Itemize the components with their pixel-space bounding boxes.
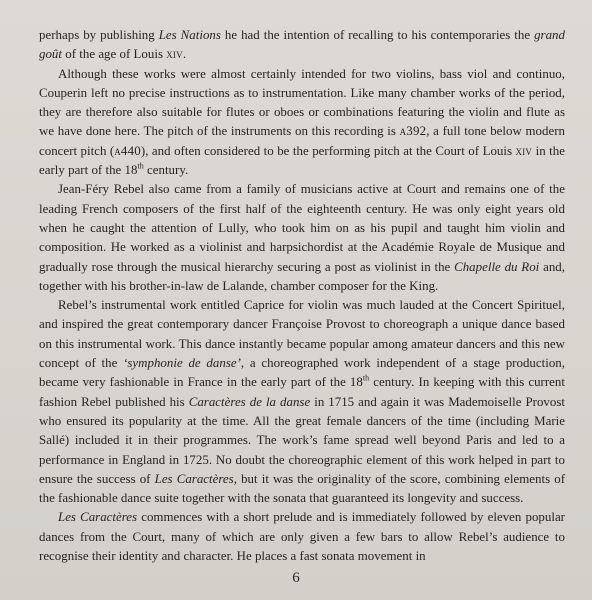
text-run: Rebel’s instrumental work entitled Caprice for violin was much lauded at the Concert Spirituel, and inspired the great contemporary dancer Françoise Provost to choreograph a unique dance based on this instrumental work. This dance instantly became popular among amateur dancers and this new concept of the <box>39 298 565 371</box>
small-caps-text: xiv <box>515 143 533 158</box>
paragraph <box>39 180 565 296</box>
text-run: ), and often considered to be the performing pitch at the Court of Louis <box>140 143 516 158</box>
text-run: commences with a short prelude and is immediately followed by eleven popular dances from the Court, many of which are only given a few bars to allow Rebel’s audience to recognise their identity and character. He places a fast sonata movement in <box>39 510 565 564</box>
text-run: Jean-Féry Rebel also came from a family of musicians active at Court and remains one of the leading French composers of the first half of the eighteenth century. He was only eight years old when he caught the attention of Lully, who took him on as his pupil and taught him violin and composition. He worked as a violinist and harpsichordist at the Académie Royale de Musique and gradually rose through the musical hierarchy securing a post as violinist in the <box>39 182 565 274</box>
text-run: , but it was the originality of the score, combining elements of the fashionable dance suite together with the sonata that guaranteed its longevity and success. <box>39 471 566 506</box>
text-run: in 1715 and again it was Mademoiselle Provost who ensured its popularity at the time. All the great female dancers of the time (including Marie Sallé) included it in their programmes. The work’s fame spread well beyond Paris and led to a performance in England in 1725. No doubt the choreographic element of this work helped in part to ensure the success of <box>39 394 566 486</box>
text-run: . <box>182 47 187 62</box>
text-run: , a full tone below modern concert pitch ( <box>39 124 565 158</box>
text-run: and, together with his brother-in-law de Lalande, chamber composer for the King. <box>39 259 565 293</box>
page-number: 6 <box>292 570 300 586</box>
small-caps-text: a440 <box>114 143 141 158</box>
text-run: Although these works were almost certainly intended for two violins, bass viol and continuo, Couperin left no precise instructions as to instrumentation. Like many chamber works of the period, they are therefore also suitable for flutes or oboes or combinations featuring the violin and flute as we have done here. The pitch of the instruments on this recording is <box>39 66 565 139</box>
paragraph <box>39 26 565 65</box>
text-run: of the age of Louis <box>62 47 167 62</box>
text-run: he had the intention of recalling to his contemporaries the <box>220 28 535 42</box>
paragraph <box>39 65 565 181</box>
small-caps-text: xiv <box>166 47 183 62</box>
small-caps-text: a392 <box>399 124 427 139</box>
paragraph <box>39 508 565 566</box>
italic-text: ‘symphonie de danse’ <box>123 356 241 371</box>
italic-text: Les Caractères <box>154 471 234 486</box>
italic-text: Les Caractères <box>58 510 138 525</box>
italic-text: grand goût <box>39 28 565 62</box>
body-text <box>39 26 565 566</box>
italic-text: Les Nations <box>158 28 221 42</box>
paragraph <box>39 296 565 508</box>
italic-text: Chapelle du Roi <box>454 259 540 274</box>
text-run: , a choreographed work independent of a stage production, became very fashionable in France in the early part of the 18th century. In keeping with this current fashion Rebel published his <box>39 356 565 409</box>
text-run: perhaps by publishing <box>39 28 159 42</box>
italic-text: Caractères de la danse <box>188 394 311 409</box>
text-run: in the early part of the 18th century. <box>39 143 565 178</box>
